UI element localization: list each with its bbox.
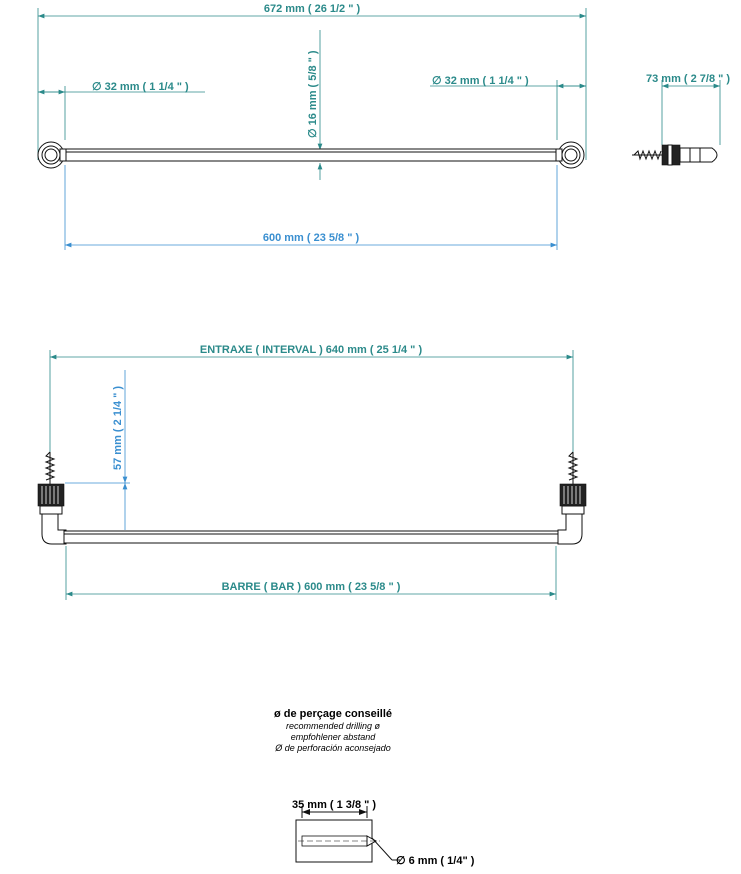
right-rosette bbox=[556, 142, 584, 168]
drilling-title: ø de perçage conseillé bbox=[274, 708, 392, 720]
left-diameter-label: ∅ 32 mm ( 1 1/4 " ) bbox=[92, 81, 189, 93]
drilling-line-en: recommended drilling ø bbox=[285, 721, 381, 731]
right-mount bbox=[558, 484, 586, 544]
side-view bbox=[632, 73, 730, 165]
right-screw bbox=[569, 452, 577, 485]
drilling-line-de: empfohlener abstand bbox=[290, 732, 376, 742]
drill-hole-detail bbox=[292, 799, 475, 867]
left-mount bbox=[38, 484, 66, 544]
drill-depth-label: 35 mm ( 1 3/8 " ) bbox=[292, 799, 377, 811]
left-rosette bbox=[38, 142, 66, 168]
left-screw bbox=[46, 452, 54, 485]
front-view bbox=[38, 344, 586, 600]
towel-bar-front bbox=[64, 531, 558, 543]
drilling-line-es: Ø de perforación aconsejado bbox=[275, 743, 391, 753]
height-label: 57 mm ( 2 1/4 " ) bbox=[112, 385, 124, 470]
bar-length-label: 600 mm ( 23 5/8 " ) bbox=[262, 232, 360, 244]
right-diameter-label: ∅ 32 mm ( 1 1/4 " ) bbox=[432, 75, 529, 87]
barre-label: BARRE ( BAR ) 600 mm ( 23 5/8 " ) bbox=[221, 581, 401, 593]
towel-bar-top bbox=[64, 149, 558, 161]
drill-diameter-label: ∅ 6 mm ( 1/4" ) bbox=[396, 855, 475, 867]
depth-label: 73 mm ( 2 7/8 " ) bbox=[646, 73, 731, 85]
side-screw bbox=[632, 151, 662, 159]
bar-diameter-label: ∅ 16 mm ( 5/8 " ) bbox=[307, 50, 319, 138]
top-view bbox=[38, 3, 586, 250]
entraxe-label: ENTRAXE ( INTERVAL ) 640 mm ( 25 1/4 " ) bbox=[199, 344, 423, 356]
drilling-note bbox=[274, 708, 392, 753]
overall-dimension-label: 672 mm ( 26 1/2 " ) bbox=[263, 3, 361, 15]
